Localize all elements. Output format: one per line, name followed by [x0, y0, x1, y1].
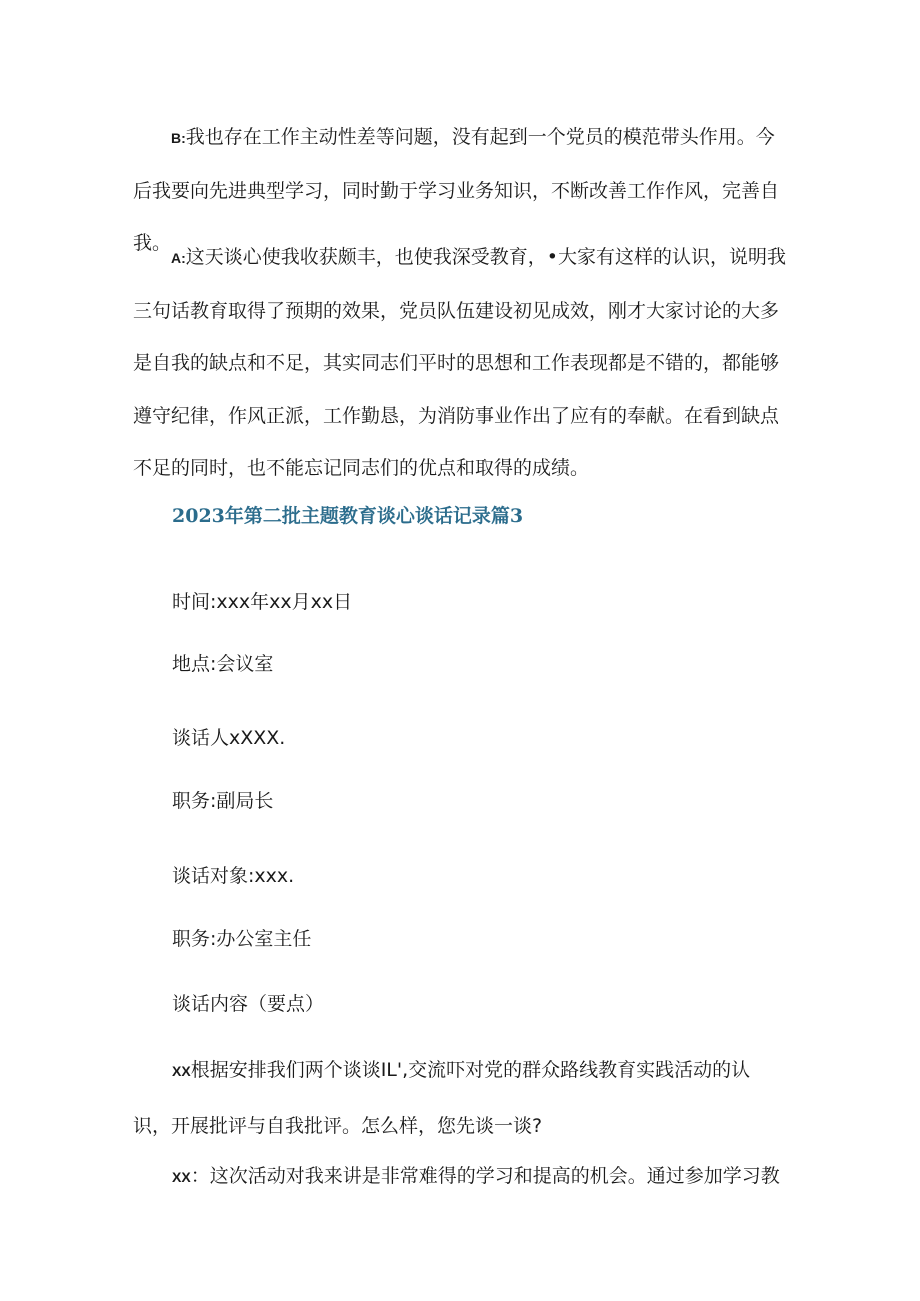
section-heading: 2023年第二批主题教育谈心谈话记录篇3	[172, 505, 524, 527]
dialogue-text: ：这次活动对我来讲是非常难得的学习和提高的机会。通过参加学习教	[190, 1165, 780, 1187]
field-content-label: 谈话内容（要点）	[172, 993, 325, 1015]
speaker-label: A:	[171, 250, 186, 266]
paragraph-text: 我也存在工作主动性差等问题，没有起到一个党员的模范带头作用。今后我要向先进典型学习，同时勤于学习业务知识，不断改善工作作风，完善自我。	[133, 126, 780, 254]
dialogue-line-continued: 识，开展批评与自我批评。怎么样，您先谈一谈?	[133, 1115, 543, 1137]
field-target: 谈话对象:xxx.	[172, 865, 295, 887]
dialogue-line	[172, 1160, 780, 1193]
field-place: 地点:会议室	[172, 653, 274, 675]
paragraph-a	[133, 231, 793, 495]
dialogue-text: 根据安排我们两个谈谈IL',交流吓对党的群众路线教育实践活动的认	[190, 1059, 751, 1081]
field-speaker-title: 职务:副局长	[172, 790, 274, 812]
speaker-label: XX	[172, 1169, 191, 1185]
speaker-label: XX	[172, 1063, 191, 1079]
field-target-title: 职务:办公室主任	[172, 928, 312, 950]
dialogue-line	[172, 1054, 750, 1087]
speaker-label: B:	[171, 130, 186, 146]
paragraph-text: 这天谈心使我收获颇丰，也使我深受教育，•大家有这样的认识，说明我三句话教育取得了预期的效果，党员队伍建设初见成效，刚才大家讨论的大多是自我的缺点和不足，其实同志们平时的思想和工作表现都是不错的，都能够遵守纪律，作风正派，工作勤恳，为消防事业作出了应有的奉献。在看到缺点不足的同时，也不能忘记同志们的优点和取得的成绩。	[133, 246, 786, 479]
field-speaker: 谈话人xXXX.	[172, 727, 286, 749]
field-time: 时间:xxx年xx月xx日	[172, 591, 353, 613]
